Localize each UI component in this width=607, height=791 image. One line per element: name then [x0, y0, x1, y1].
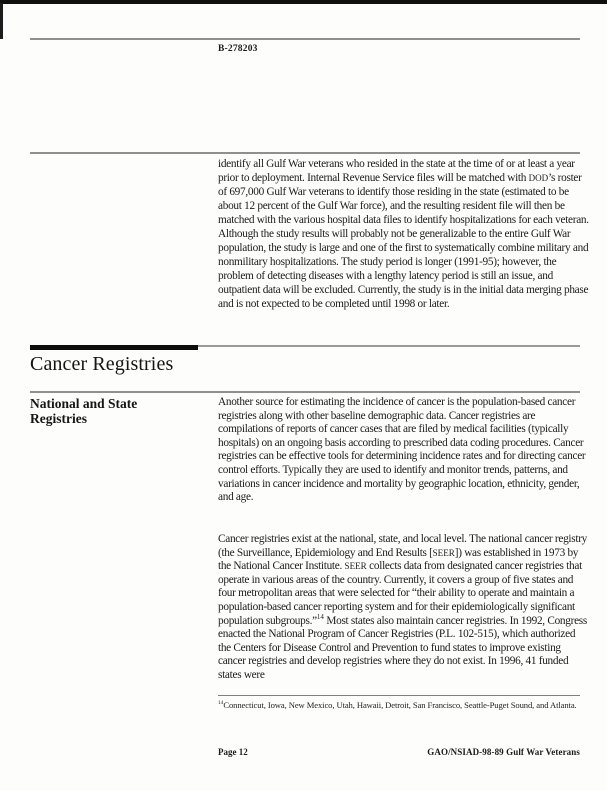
section-heading-bar [30, 345, 198, 350]
section-continuation-rule [30, 152, 580, 154]
body-paragraph-registries-detail: Cancer registries exist at the national, state, and local level. The national cancer registry (the Surveillance, Epidemiology and End Results [SEER]) was established in 1973 by the National Cancer Institute. SEER collects data from designated cancer registries that operate in various areas of the country. Currently, it covers a group of five states and four metropolitan areas that were selected for “their ability to operate and maintain a population-based cancer reporting system and for their epidemiologically significant population subgroups.”$^{14}$ Most states also maintain cancer registries. In 1992, Congress enacted the National Program of Cancer Registries (P.L. 102-515), which authorized the Centers for Disease Control and Prevention to fund states to improve existing cancer registries and develop registries where they do not exist. In 1996, 41 funded states were [218, 533, 588, 681]
section-title: Cancer Registries [30, 353, 174, 375]
body-paragraph-continued: identify all Gulf War veterans who resided in the state at the time of or at least a year prior to deployment. Internal Revenue Service files will be matched with DOD’s roster of 697,000 Gulf War veterans to identify those residing in the state (estimated to be about 12 percent of the Gulf War force), and the resulting resident file will then be matched with the various hospital data files to identify hospitalizations for each veteran. Although the study results will probably not be generalizable to the entire Gulf War population, the study is large and one of the first to systematically combine military and nonmilitary hospitalizations. The study period is longer (1991-95); however, the problem of detecting diseases with a lengthy latency period is still an issue, and outpatient data will be excluded. Currently, the study is in the initial data merging phase and is not expected to be completed until 1998 or later. [218, 158, 589, 310]
footnote-rule [218, 695, 580, 696]
body-paragraph-registries-intro: Another source for estimating the incidence of cancer is the population-based cancer registries along with other baseline demographic data. Cancer registries are compilations of reports of cancer cases that are filed by medical facilities (typically hospitals) on an ongoing basis according to prescribed data coding procedures. Cancer registries can be effective tools for determining incidence rates and for directing cancer control efforts. Typically they are used to identify and monitor trends, patterns, and variations in cancer incidence and mortality by geographic location, ethnicity, gender, and age. [218, 396, 586, 504]
footnote [218, 700, 584, 711]
footnote-marker: 14 [218, 700, 224, 707]
footnote-text: Connecticut, Iowa, New Mexico, Utah, Hawaii, Detroit, San Francisco, Seattle-Puget Sound, and Atlanta. [223, 700, 577, 710]
document-reference: B-278203 [218, 44, 258, 54]
subsection-rule [30, 391, 580, 393]
scan-artifact-left-edge [0, 3, 3, 39]
page-number: Page 12 [218, 747, 248, 757]
header-rule [30, 38, 580, 40]
scan-artifact-top-edge [0, 0, 607, 4]
section-heading-rule [198, 345, 580, 347]
subsection-title: National and State Registries [30, 396, 138, 426]
report-number: GAO/NSIAD-98-89 Gulf War Veterans [427, 747, 580, 757]
